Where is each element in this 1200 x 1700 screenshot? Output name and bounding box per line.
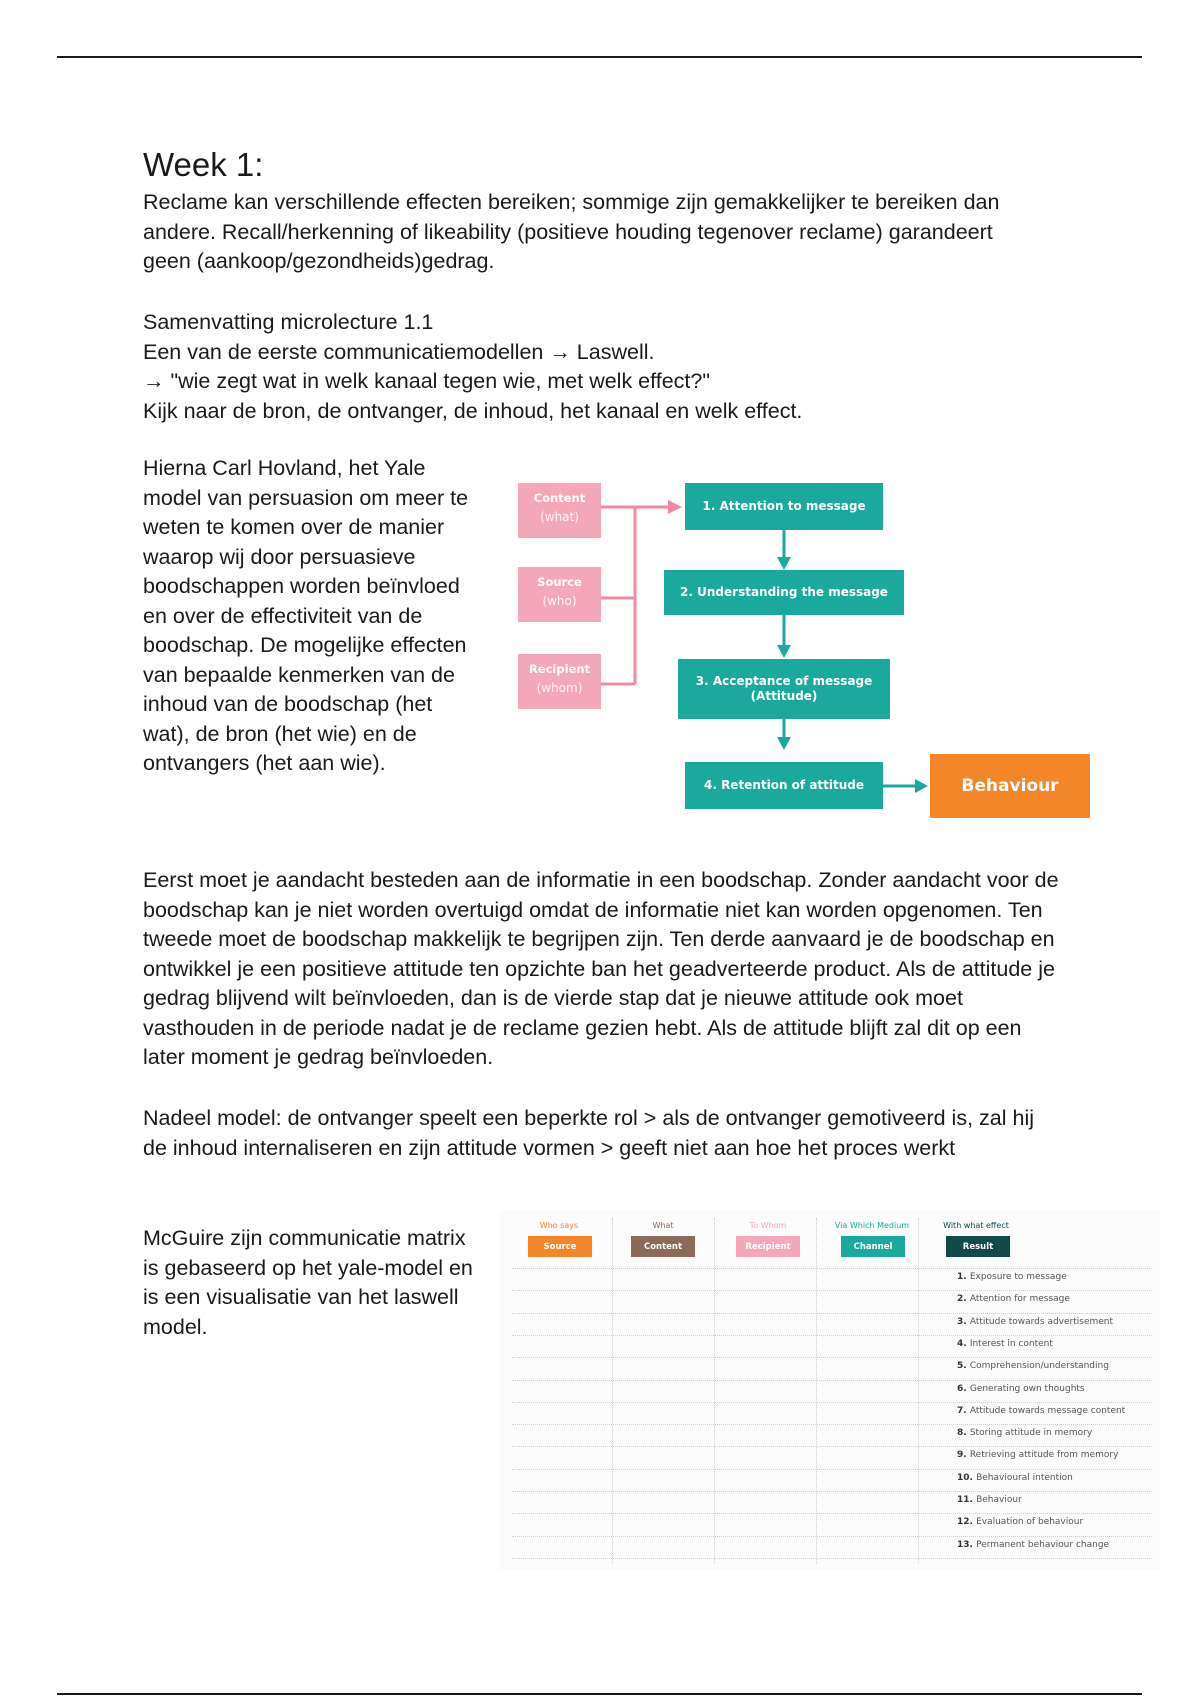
- matrix-header-who-says: Who says: [539, 1221, 579, 1230]
- matrix-step-text: Storing attitude in memory: [969, 1428, 1093, 1439]
- matrix-step-text: Attitude towards advertisement: [969, 1316, 1114, 1327]
- matrix-step-item: [957, 1517, 1083, 1527]
- matrix-step-item: [957, 1406, 1125, 1416]
- matrix-row-divider: [512, 1513, 1152, 1514]
- header-rule: [57, 56, 1142, 58]
- step-acceptance-box: 3. Acceptance of message (Attitude): [678, 659, 890, 719]
- laswell-paragraph: Samenvatting microlecture 1.1 Een van de eerste communicatiemodellen → Laswell. → "wie zegt wat in welk kanaal tegen wie, met welk effect?" Kijk naar de bron, de ontvanger, de inhoud, het kanaal en welk effect.: [143, 310, 803, 423]
- matrix-step-number: 4.: [957, 1338, 970, 1349]
- matrix-step-number: 6.: [957, 1383, 970, 1394]
- step-understanding-box: 2. Understanding the message: [664, 570, 904, 615]
- matrix-step-text: Attention for message: [969, 1294, 1070, 1305]
- matrix-step-number: 3.: [957, 1316, 970, 1327]
- page-heading: Week 1:: [143, 146, 264, 183]
- matrix-step-item: [957, 1428, 1092, 1438]
- matrix-step-item: [957, 1361, 1109, 1371]
- matrix-header-effect: With what effect: [943, 1221, 1009, 1230]
- input-source-label: Source: [537, 575, 582, 589]
- matrix-step-number: 2.: [957, 1294, 970, 1305]
- matrix-step-number: 8.: [957, 1428, 970, 1439]
- matrix-row-divider: [512, 1446, 1152, 1447]
- intro-paragraph: Reclame kan verschillende effecten bereiken; sommige zijn gemakkelijker te bereiken dan andere. Recall/herkenning of likeability (positieve houding tegenover reclame) garandeert geen (aankoop/gezondheids)gedrag.: [143, 190, 1000, 273]
- matrix-label-channel: Channel: [841, 1236, 905, 1257]
- matrix-step-number: 1.: [957, 1272, 970, 1282]
- matrix-step-number: 5.: [957, 1361, 970, 1372]
- matrix-row-divider: [512, 1536, 1152, 1537]
- matrix-step-item: [957, 1473, 1073, 1483]
- input-recipient-label: Recipient: [528, 662, 591, 676]
- matrix-label-recipient: Recipient: [736, 1236, 800, 1257]
- matrix-header-medium: Via Which Medium: [834, 1221, 910, 1230]
- nadeel-paragraph: Nadeel model: de ontvanger speelt een beperkte rol > als de ontvanger gemotiveerd is, zal hij de inhoud internaliseren en zijn attitude vormen > geeft niet aan hoe het proces werkt: [143, 1106, 1035, 1160]
- matrix-row-divider: [512, 1469, 1152, 1470]
- matrix-row-divider: [512, 1268, 1152, 1269]
- input-content-sub: (what): [540, 510, 579, 524]
- matrix-column-divider: [714, 1218, 715, 1564]
- step-retention-box: 4. Retention of attitude: [685, 762, 883, 809]
- matrix-step-item: [957, 1495, 1022, 1505]
- matrix-label-content: Content: [631, 1236, 695, 1257]
- matrix-header-to-whom: To Whom: [749, 1221, 787, 1230]
- matrix-step-item: [957, 1317, 1113, 1327]
- input-content-box: [518, 483, 601, 538]
- matrix-step-item: [957, 1450, 1118, 1460]
- matrix-step-text: Permanent behaviour change: [976, 1539, 1110, 1550]
- matrix-step-number: 7.: [957, 1405, 970, 1416]
- input-recipient-sub: (whom): [536, 681, 583, 695]
- mcguire-paragraph: McGuire zijn communicatie matrix is gebaseerd op het yale-model en is een visualisatie van het laswell model.: [143, 1226, 473, 1339]
- matrix-row-divider: [512, 1380, 1152, 1381]
- matrix-header-what: What: [652, 1221, 674, 1230]
- matrix-row-divider: [512, 1402, 1152, 1403]
- matrix-label-source: Source: [528, 1236, 592, 1257]
- matrix-column-divider: [612, 1218, 613, 1564]
- matrix-step-item: [957, 1272, 1067, 1282]
- outcome-behaviour-box: Behaviour: [930, 754, 1090, 818]
- input-content-label: Content: [533, 491, 586, 505]
- matrix-step-text: Behavioural intention: [976, 1472, 1073, 1483]
- matrix-step-text: Comprehension/understanding: [969, 1361, 1109, 1372]
- matrix-row-divider: [512, 1335, 1152, 1336]
- matrix-step-text: Behaviour: [976, 1495, 1022, 1505]
- matrix-step-number: 9.: [957, 1450, 970, 1461]
- matrix-label-result: Result: [946, 1236, 1010, 1257]
- matrix-step-item: [957, 1540, 1109, 1550]
- matrix-step-number: 11.: [957, 1495, 977, 1505]
- matrix-step-item: [957, 1294, 1070, 1304]
- matrix-step-number: 10.: [957, 1472, 977, 1483]
- input-recipient-box: [518, 654, 601, 709]
- matrix-row-divider: [512, 1558, 1152, 1559]
- input-source-sub: (who): [542, 594, 577, 608]
- matrix-step-item: [957, 1339, 1053, 1349]
- matrix-step-text: Interest in content: [969, 1338, 1053, 1349]
- matrix-step-text: Exposure to message: [969, 1272, 1067, 1282]
- matrix-row-divider: [512, 1491, 1152, 1492]
- yale-model-diagram: [510, 470, 1100, 830]
- steps-paragraph: Eerst moet je aandacht besteden aan de informatie in een boodschap. Zonder aandacht voor de boodschap kan je niet worden overtuigd omdat de informatie niet kan worden opgenomen. Ten tweede moet de boodschap makkelijk te begrijpen zijn. Ten derde aanvaard je de boodschap en ontwikkel je een positieve attitude ten opzichte ban het geadverteerde product. Als de attitude je gedrag blijvend wilt beïnvloeden, dan is de vierde stap dat je nieuwe attitude ook moet vasthouden in de periode nadat je de reclame gezien hebt. Als de attitude blijft zal dit op een later moment je gedrag beïnvloeden.: [143, 868, 1059, 1069]
- matrix-step-text: Retrieving attitude from memory: [969, 1450, 1119, 1461]
- matrix-row-divider: [512, 1290, 1152, 1291]
- hovland-paragraph: Hierna Carl Hovland, het Yale model van persuasion om meer te weten te komen over de manier waarop wij door persuasieve boodschappen worden beïnvloed en over de effectiviteit van de boodschap. De mogelijke effecten van bepaalde kenmerken van de inhoud van de boodschap (het wat), de bron (het wie) en de ontvangers (het aan wie).: [143, 456, 469, 775]
- matrix-step-text: Attitude towards message content: [969, 1405, 1126, 1416]
- matrix-step-number: 13.: [957, 1539, 977, 1550]
- matrix-column-divider: [918, 1218, 919, 1564]
- matrix-step-text: Evaluation of behaviour: [976, 1517, 1084, 1528]
- mcguire-matrix: [500, 1210, 1160, 1570]
- matrix-step-item: [957, 1384, 1085, 1394]
- footer-rule: [57, 1693, 1142, 1695]
- matrix-step-number: 12.: [957, 1517, 977, 1528]
- matrix-row-divider: [512, 1357, 1152, 1358]
- matrix-row-divider: [512, 1424, 1152, 1425]
- step-attention-box: 1. Attention to message: [685, 483, 883, 530]
- matrix-step-text: Generating own thoughts: [969, 1383, 1085, 1394]
- matrix-column-divider: [816, 1218, 817, 1564]
- input-source-box: [518, 567, 601, 622]
- matrix-row-divider: [512, 1313, 1152, 1314]
